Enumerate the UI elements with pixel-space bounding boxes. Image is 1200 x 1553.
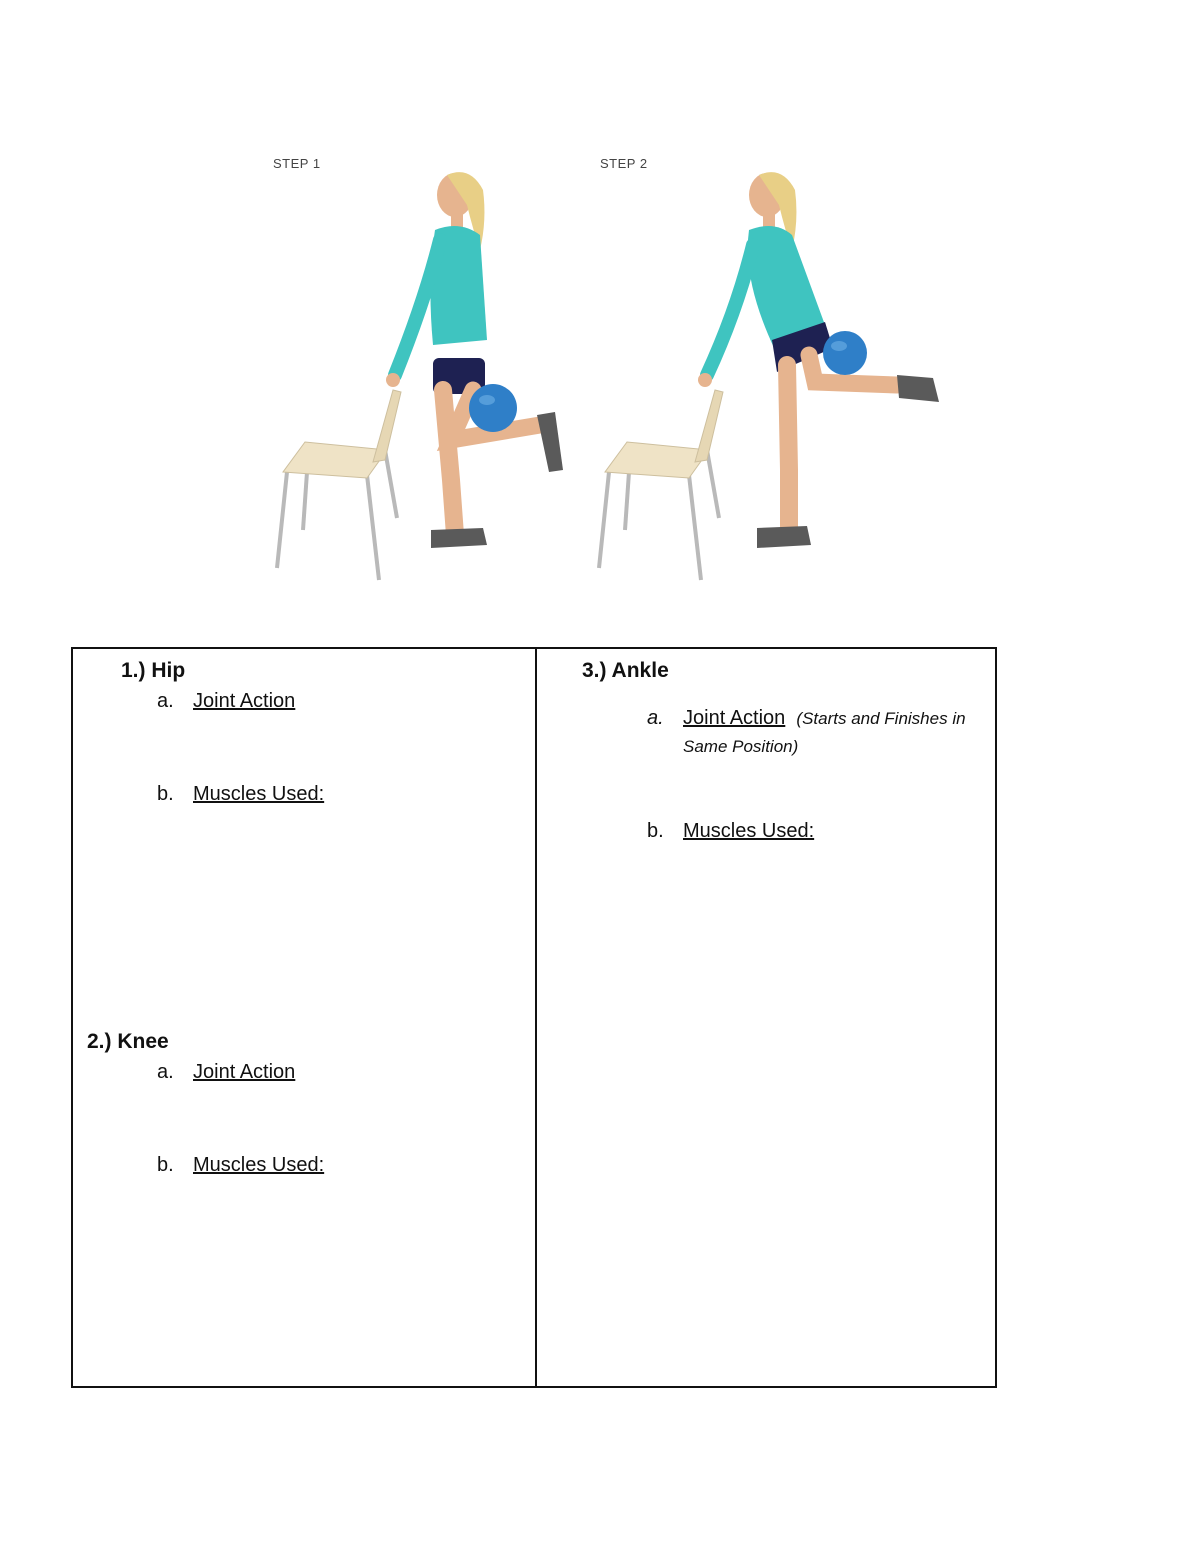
hip-joint-action-label: Joint Action	[193, 690, 296, 712]
hip-muscles-used	[157, 783, 324, 806]
hip-muscles-used-label: Muscles Used:	[193, 783, 325, 805]
ankle-muscles-used-label: Muscles Used:	[683, 820, 815, 842]
worksheet-table	[71, 647, 997, 1388]
step-1-label: STEP 1	[273, 156, 321, 171]
knee-b-letter: b.	[157, 1154, 174, 1176]
step-2-label: STEP 2	[600, 156, 648, 171]
knee-muscles-used	[157, 1154, 324, 1177]
exercise-figure	[255, 150, 955, 590]
step-1-illustration	[277, 172, 563, 580]
step-2-illustration	[599, 172, 939, 580]
chair-1	[277, 390, 401, 580]
ankle-a-letter: a.	[647, 707, 664, 729]
knee-a-letter: a.	[157, 1061, 174, 1083]
ankle-joint-action-note-line2: Same Position)	[683, 737, 799, 756]
knee-muscles-used-label: Muscles Used:	[193, 1154, 325, 1176]
ankle-joint-action-note: (Starts and Finishes in	[796, 709, 966, 728]
ankle-joint-action-label: Joint Action	[683, 707, 786, 729]
hip-joint-action	[157, 690, 295, 713]
knee-joint-action	[157, 1061, 295, 1084]
knee-heading: 2.) Knee	[87, 1030, 169, 1053]
ankle-joint-action	[647, 707, 966, 730]
hip-b-letter: b.	[157, 783, 174, 805]
hip-a-letter: a.	[157, 690, 174, 712]
ankle-heading: 3.) Ankle	[582, 659, 669, 682]
exercise-illustration	[255, 150, 955, 590]
woman-1	[386, 172, 563, 548]
knee-joint-action-label: Joint Action	[193, 1061, 296, 1083]
hip-heading: 1.) Hip	[121, 659, 186, 682]
ankle-b-letter: b.	[647, 820, 664, 842]
chair-2	[599, 390, 723, 580]
ankle-muscles-used	[647, 820, 814, 843]
woman-2	[698, 172, 939, 548]
column-divider	[535, 649, 537, 1386]
